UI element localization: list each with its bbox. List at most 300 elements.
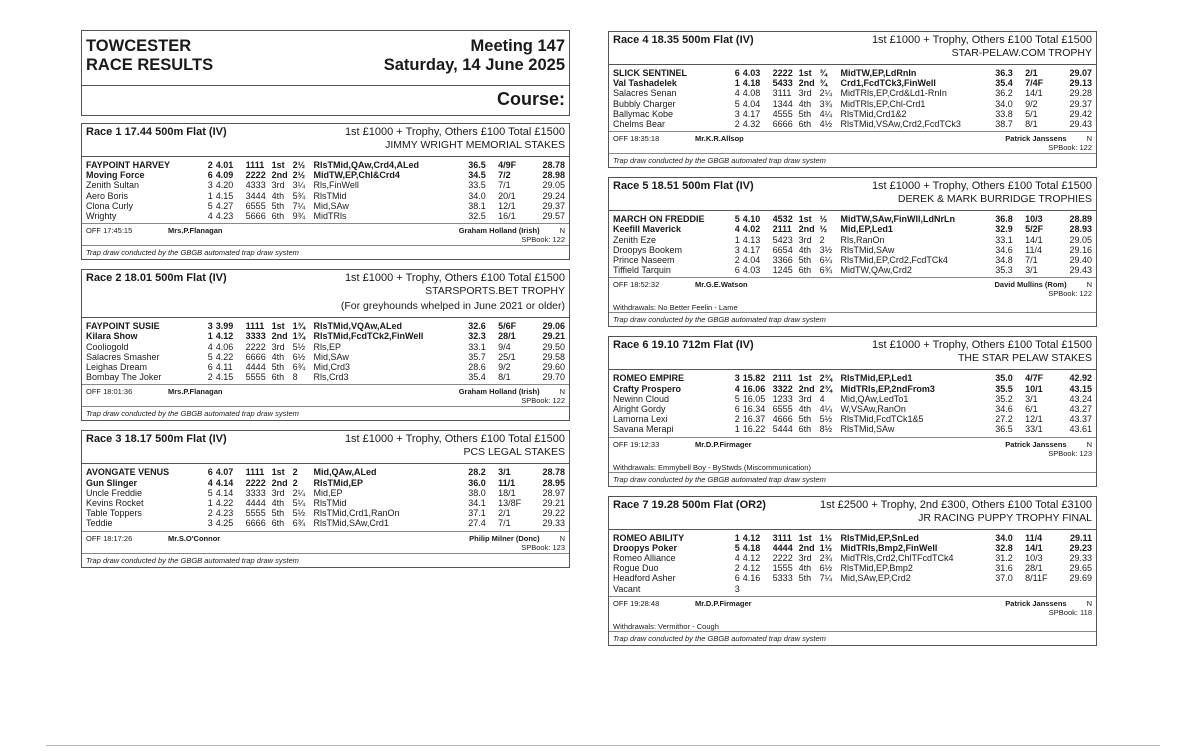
runner-row [613, 584, 1092, 594]
trap-master: Mrs.P.Flanagan [168, 387, 223, 397]
trap-draw-note: Trap draw conducted by the GBGB automated trap draw system [86, 248, 299, 258]
runner-row [613, 245, 1092, 255]
sp-book: SPBook: 122 [521, 235, 565, 245]
runner-remarks: Rls,Crd3 [313, 372, 349, 383]
runner-positions: 2222 [245, 170, 266, 181]
runner-sectional-time: 4.17 [742, 244, 761, 255]
runner-trap: 1 [734, 424, 740, 435]
runner-weight: 34.8 [995, 255, 1013, 266]
runner-name: MARCH ON FREDDIE [613, 214, 705, 225]
runner-finish: 4th [271, 498, 285, 509]
runner-weight: 36.5 [468, 160, 486, 170]
runner-row [86, 518, 565, 528]
runner-sectional-time: 4.08 [742, 88, 761, 99]
runner-time: 29.24 [542, 190, 565, 201]
runner-row [613, 68, 1092, 78]
runner-sp: 9/4 [498, 341, 511, 352]
runner-remarks: RlsTMid,EP,SnLed [840, 532, 919, 543]
runner-distance: 6¾ [292, 362, 306, 373]
runner-row [86, 498, 565, 508]
runner-time: 29.11 [1069, 532, 1092, 543]
runner-row [613, 424, 1092, 434]
runner-trap: 6 [734, 68, 740, 78]
runner-positions: 5444 [772, 424, 793, 435]
runner-finish: 5th [798, 255, 812, 266]
runner-name: Cooliogold [86, 341, 129, 352]
judge: Graham Holland (Irish) [458, 226, 540, 236]
runner-sectional-time: 4.02 [742, 224, 761, 235]
runner-time: 28.93 [1069, 224, 1092, 235]
runner-row [613, 563, 1092, 573]
runner-time: 43.37 [1069, 414, 1092, 425]
runner-name: Tiffield Tarquin [613, 265, 671, 276]
runner-remarks: RlsTMid,EP [313, 477, 364, 488]
runner-time: 29.50 [542, 341, 565, 352]
runner-trap: 2 [734, 563, 740, 574]
runner-name: Salacres Senan [613, 88, 677, 99]
judge: Philip Milner (Donc) [469, 533, 540, 543]
runner-remarks: MidTRls,Crd2,ChlTFcdTCk4 [840, 553, 954, 564]
runner-weight: 34.6 [995, 244, 1013, 255]
runner-weight: 37.0 [995, 573, 1013, 584]
runner-remarks: RlsTMid,SAw [840, 424, 895, 435]
runner-name: Val Tashadelek [613, 78, 677, 89]
runner-finish: 2nd [271, 170, 288, 181]
runner-finish: 1st [798, 532, 812, 543]
runner-sp: 20/1 [498, 190, 516, 201]
judge: Patrick Janssens [1005, 134, 1067, 144]
runner-positions: 4666 [772, 414, 793, 425]
runner-remarks: MidTRls,EP,Chl-Crd1 [840, 98, 926, 109]
withdrawals: Withdrawals: Vermithor - Cough [613, 621, 719, 631]
trap-master: Mrs.P.Flanagan [168, 226, 223, 236]
runner-name: Droopys Poker [613, 542, 678, 553]
runner-time: 29.33 [542, 518, 565, 529]
runner-positions: 6555 [245, 200, 266, 211]
runner-row [613, 573, 1092, 583]
runner-sectional-time: 4.03 [742, 68, 761, 78]
runner-trap: 6 [207, 467, 213, 478]
runner-distance: 4¼ [819, 404, 833, 415]
runner-time: 42.92 [1069, 373, 1092, 384]
runner-positions: 1245 [772, 265, 793, 276]
runner-positions: 5433 [772, 78, 793, 89]
runner-time: 29.05 [542, 180, 565, 191]
runner-positions: 2222 [245, 341, 266, 352]
runner-weight: 27.4 [468, 518, 486, 529]
runner-weight: 35.5 [995, 383, 1013, 394]
page-bottom-edge [46, 745, 1160, 746]
runner-finish: 1st [798, 373, 812, 384]
runner-distance: 5½ [292, 508, 306, 519]
runner-distance: 4¼ [819, 108, 833, 119]
runner-time: 29.60 [542, 362, 565, 373]
runner-remarks: RlsTMid,FcdTCk2,FinWell [313, 331, 424, 342]
runner-name: Table Toppers [86, 508, 142, 519]
off-time: OFF 18:52:32 [613, 280, 660, 290]
runner-finish: 3rd [271, 180, 285, 191]
course-label: Course: [496, 89, 565, 109]
runner-weight: 32.8 [995, 542, 1013, 553]
runner-weight: 32.6 [468, 321, 486, 332]
off-time: OFF 19:28:48 [613, 598, 660, 608]
runner-positions: 4532 [772, 214, 793, 225]
runner-finish: 5th [798, 414, 812, 425]
runner-name: Droopys Bookem [613, 244, 683, 255]
race-title: Race 1 17.44 500m Flat (IV) [86, 126, 227, 138]
runner-name: Moving Force [86, 170, 145, 181]
runner-sectional-time: 4.12 [215, 331, 234, 342]
runner-trap: 6 [734, 404, 740, 415]
runner-time: 28.98 [542, 170, 565, 181]
runner-trap: 3 [207, 180, 213, 191]
runner-finish: 4th [271, 190, 285, 201]
runner-distance: 2¾ [819, 383, 833, 394]
runner-row [613, 235, 1092, 245]
runner-time: 43.61 [1069, 424, 1092, 435]
runner-weight: 31.6 [995, 563, 1013, 574]
runner-finish: 1st [271, 467, 285, 478]
runner-remarks: Mid,QAw,LedTo1 [840, 393, 909, 404]
sp-book: SPBook: 122 [1048, 143, 1092, 153]
runner-row [86, 321, 565, 331]
going: N [559, 533, 565, 543]
runner-time: 43.15 [1069, 383, 1092, 394]
off-time: OFF 18:35:18 [613, 134, 660, 144]
runner-positions: 1233 [772, 393, 793, 404]
race-prizes: 1st £1000 + Trophy, Others £100 Total £1500 [344, 272, 565, 285]
runner-name: SLICK SENTINEL [613, 68, 688, 78]
race-extra-lines [609, 192, 1096, 207]
runner-trap: 2 [734, 119, 740, 130]
runner-finish: 2nd [798, 78, 815, 89]
runner-time: 29.07 [1069, 68, 1092, 78]
runner-positions: 2222 [772, 68, 793, 78]
runner-name: Newinn Cloud [613, 393, 670, 404]
runner-trap: 6 [207, 362, 213, 373]
runner-sp: 10/3 [1025, 553, 1043, 564]
runner-sectional-time: 4.23 [215, 211, 234, 222]
runner-positions: 5555 [245, 508, 266, 519]
runner-distance: ½ [819, 224, 828, 235]
runner-trap: 1 [734, 532, 740, 543]
race-card [608, 31, 1097, 168]
runner-sp: 5/6F [498, 321, 517, 332]
runner-time: 29.33 [1069, 553, 1092, 564]
trap-draw-note: Trap draw conducted by the GBGB automated trap draw system [613, 633, 826, 643]
meeting-header [81, 30, 570, 116]
runner-sectional-time: 4.18 [742, 542, 761, 553]
runner-weight: 34.6 [995, 404, 1013, 415]
runner-weight [995, 584, 1025, 594]
runner-distance: 4½ [819, 119, 833, 130]
runner-time: 29.22 [542, 508, 565, 519]
runner-finish: 6th [798, 265, 812, 276]
runner-remarks: RlsTMid,Crd1,RanOn [313, 508, 400, 519]
runner-trap: 1 [207, 331, 213, 342]
runner-remarks: Crd1,FcdTCk3,FinWell [840, 78, 936, 89]
runner-row [613, 255, 1092, 265]
runner-row [613, 533, 1092, 543]
runner-row [613, 99, 1092, 109]
runner-row [86, 191, 565, 201]
going: N [559, 226, 565, 236]
runner-weight: 33.1 [468, 341, 486, 352]
runner-weight: 28.6 [468, 362, 486, 373]
race-off-line [82, 224, 569, 235]
runner-weight: 33.5 [468, 180, 486, 191]
runner-sp: 6/1 [1025, 404, 1038, 415]
runner-sp: 12/1 [498, 200, 516, 211]
runner-sectional-time: 4.25 [215, 518, 234, 529]
runner-distance: 5¼ [292, 498, 306, 509]
runner-row [613, 553, 1092, 563]
runner-remarks: RlsTMid,Crd1&2 [840, 108, 907, 119]
runner-time: 29.28 [1069, 88, 1092, 99]
runner-sp: 9/2 [1025, 98, 1038, 109]
runner-remarks: RlsTMid,EP,Led1 [840, 373, 913, 384]
race-prizes: 1st £1000 + Trophy, Others £100 Total £1500 [344, 126, 565, 138]
runner-name: Crafty Prospero [613, 383, 682, 394]
runner-positions: 4555 [772, 108, 793, 119]
race-off-line [609, 597, 1096, 608]
runner-trap: 4 [207, 477, 213, 488]
runner-distance: 2 [819, 234, 825, 245]
runner-time: 28.78 [542, 467, 565, 478]
runner-sectional-time: 15.82 [742, 373, 766, 384]
race-extra-line: JIMMY WRIGHT MEMORIAL STAKES [385, 139, 565, 151]
runner-trap: 1 [734, 78, 740, 89]
right-race-list [608, 31, 1097, 646]
race-extra-line: THE STAR PELAW STAKES [958, 352, 1092, 365]
runner-trap: 4 [734, 383, 740, 394]
trap-master: Mr.K.R.Allsop [695, 134, 744, 144]
runner-sectional-time: 16.34 [742, 404, 766, 415]
runner-row [86, 211, 565, 221]
runner-trap: 2 [207, 372, 213, 383]
runner-sectional-time: 4.23 [215, 508, 234, 519]
runner-time: 29.70 [542, 372, 565, 383]
runner-list [609, 530, 1096, 596]
runner-weight: 32.5 [468, 211, 486, 222]
runner-trap: 3 [734, 583, 740, 594]
runner-sp: 8/1 [498, 372, 511, 383]
runner-distance: ¾ [819, 78, 828, 89]
race-card [608, 496, 1097, 646]
runner-row [86, 478, 565, 488]
runner-sectional-time: 4.22 [215, 351, 234, 362]
header-divider [82, 85, 569, 86]
runner-time: 43.27 [1069, 404, 1092, 415]
runner-sp: 12/1 [1025, 414, 1043, 425]
runner-name: Clona Curly [86, 200, 134, 211]
runner-trap: 6 [207, 170, 213, 181]
runner-sp: 7/2 [498, 170, 511, 181]
runner-positions: 3333 [245, 487, 266, 498]
runner-weight: 35.0 [995, 373, 1013, 384]
runner-weight: 34.1 [468, 498, 486, 509]
runner-sectional-time: 4.15 [215, 190, 234, 201]
runner-sp: 4/7F [1025, 373, 1044, 384]
runner-row [86, 180, 565, 190]
runner-remarks: RlsTMid,QAw,Crd4,ALed [313, 160, 420, 170]
runner-sp: 33/1 [1025, 424, 1043, 435]
runner-distance: 2¼ [292, 487, 306, 498]
runner-trap: 2 [734, 414, 740, 425]
runner-positions: 4444 [245, 498, 266, 509]
runner-distance: 6¼ [819, 255, 833, 266]
runner-distance: 7¼ [292, 200, 306, 211]
race-extra-lines [82, 284, 569, 314]
withdrawals: Withdrawals: Emmybell Boy - ByStwds (Miscommunication) [613, 462, 811, 472]
race-card [608, 177, 1097, 327]
runner-positions: 2111 [772, 224, 792, 235]
runner-name: Romeo Alliance [613, 553, 676, 564]
runner-finish: 2nd [271, 477, 288, 488]
runner-time: 29.21 [542, 331, 565, 342]
sp-book: SPBook: 122 [1048, 289, 1092, 299]
runner-sectional-time: 4.22 [215, 498, 234, 509]
runner-sp: 11/1 [498, 477, 516, 488]
runner-remarks: Rls,EP [313, 341, 342, 352]
runner-trap: 5 [734, 542, 740, 553]
runner-positions: 1111 [245, 160, 265, 170]
runner-distance: 6½ [819, 563, 833, 574]
runner-finish: 2nd [798, 224, 815, 235]
runner-row [613, 394, 1092, 404]
runner-trap: 1 [207, 190, 213, 201]
runner-weight: 34.5 [468, 170, 486, 181]
runner-name: Alright Gordy [613, 404, 666, 415]
venue-line-1: TOWCESTER [86, 37, 192, 55]
runner-sectional-time: 4.12 [742, 563, 761, 574]
runner-distance: 1¾ [292, 321, 306, 332]
runner-row [613, 214, 1092, 224]
runner-list [609, 65, 1096, 131]
runner-distance: ½ [819, 214, 828, 225]
runner-time [1064, 584, 1092, 594]
runner-positions: 6666 [245, 518, 266, 529]
runner-row [613, 265, 1092, 275]
runner-distance: 6½ [292, 351, 306, 362]
runner-name: Uncle Freddie [86, 487, 143, 498]
runner-remarks: MidTW,SAw,FinWll,LdNrLn [840, 214, 956, 225]
runner-row [86, 160, 565, 170]
off-time: OFF 17:45:15 [86, 226, 133, 236]
runner-sp: 8/1 [1025, 119, 1038, 130]
sp-book: SPBook: 123 [521, 542, 565, 552]
runner-distance: 1½ [819, 542, 833, 553]
runner-trap: 3 [734, 108, 740, 119]
runner-name: FAYPOINT HARVEY [86, 160, 171, 170]
runner-name: Salacres Smasher [86, 351, 160, 362]
runner-sp: 25/1 [498, 351, 516, 362]
runner-sp: 2/1 [1025, 68, 1038, 78]
runner-positions: 2222 [245, 477, 266, 488]
runner-sp: 8/11F [1025, 573, 1048, 584]
race-prizes: 1st £1000 + Trophy, Others £100 Total £1500 [344, 433, 565, 446]
going: N [1086, 598, 1092, 608]
race-prizes: 1st £1000 + Trophy, Others £100 Total £1500 [871, 34, 1092, 46]
runner-weight: 37.1 [468, 508, 486, 519]
runner-finish [799, 584, 820, 594]
runner-finish: 2nd [271, 331, 288, 342]
runner-remarks: Mid,EP,Led1 [840, 224, 893, 235]
runner-sectional-time: 4.20 [215, 180, 234, 191]
runner-row [86, 342, 565, 352]
race-off-line [609, 438, 1096, 449]
runner-sectional-time: 4.18 [742, 78, 761, 89]
runner-weight: 32.9 [995, 224, 1013, 235]
runner-weight: 35.2 [995, 393, 1013, 404]
runner-row [86, 201, 565, 211]
runner-finish: 3rd [798, 88, 812, 99]
runner-row [86, 467, 565, 477]
runner-distance: 2 [292, 477, 298, 488]
runner-name: ROMEO ABILITY [613, 532, 685, 543]
runner-sectional-time: 16.22 [742, 424, 766, 435]
runner-finish: 4th [798, 563, 812, 574]
runner-row [86, 170, 565, 180]
runner-finish: 3rd [271, 487, 285, 498]
runner-positions: 6555 [772, 404, 793, 415]
runner-remarks: MidTRls [313, 211, 347, 222]
runner-remarks: W,VSAw,RanOn [840, 404, 906, 415]
runner-name: Savana Merapi [613, 424, 674, 435]
runner-weight: 33.8 [995, 108, 1013, 119]
runner-time: 29.42 [1069, 108, 1092, 119]
runner-name: Prince Naseem [613, 255, 675, 266]
runner-distance: 2¾ [819, 373, 833, 384]
runner-distance: ¾ [819, 68, 828, 78]
runner-remarks: RlsTMid,FcdTCk1&5 [840, 414, 924, 425]
runner-sectional-time: 4.06 [215, 341, 234, 352]
judge: Patrick Janssens [1005, 598, 1067, 608]
runner-name: Aero Boris [86, 190, 129, 201]
runner-distance: 1½ [819, 532, 833, 543]
venue-line-2: RACE RESULTS [86, 56, 214, 74]
runner-positions: 3111 [772, 88, 792, 99]
runner-weight: 36.0 [468, 477, 486, 488]
off-time: OFF 18:17:26 [86, 533, 133, 543]
race-extra-line: STARSPORTS.BET TROPHY [425, 285, 565, 298]
runner-time: 29.13 [1069, 78, 1092, 89]
runner-remarks: MidTW,QAw,Crd2 [840, 265, 912, 276]
runner-row [86, 352, 565, 362]
runner-time: 29.65 [1069, 563, 1092, 574]
runner-trap: 6 [734, 265, 740, 276]
runner-name: Kilara Show [86, 331, 138, 342]
runner-positions: 5423 [772, 234, 793, 245]
race-header [82, 270, 569, 284]
runner-trap: 4 [207, 341, 213, 352]
runner-positions: 5555 [245, 372, 266, 383]
runner-trap: 5 [734, 214, 740, 225]
runner-finish: 6th [798, 424, 812, 435]
runner-trap: 2 [207, 160, 213, 170]
runner-trap: 5 [207, 200, 213, 211]
runner-positions: 1111 [245, 321, 265, 332]
runner-remarks: RlsTMid,VQAw,ALed [313, 321, 403, 332]
runner-positions: 3333 [245, 331, 266, 342]
runner-row [613, 109, 1092, 119]
runner-distance: 4 [819, 393, 825, 404]
runner-trap: 5 [207, 487, 213, 498]
runner-sp: 3/1 [1025, 265, 1038, 276]
runner-sp: 3/1 [1025, 393, 1038, 404]
race-extra-line: (For greyhounds whelped in June 2021 or older) [340, 300, 565, 313]
race-card [81, 123, 570, 260]
